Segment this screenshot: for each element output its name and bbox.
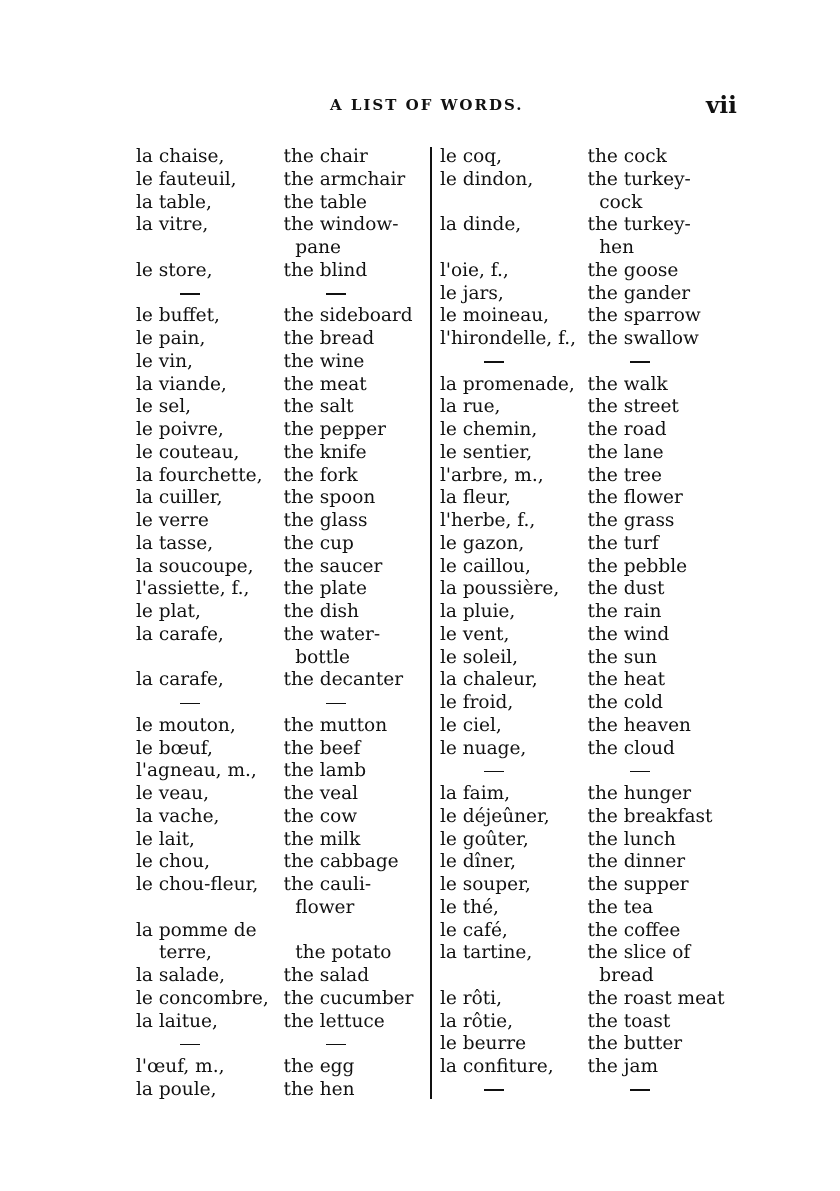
section-separator (136, 1033, 436, 1056)
word-entry (136, 601, 436, 624)
section-separator (136, 283, 436, 306)
english-translation: the window- (283, 214, 399, 236)
right-word-column (440, 146, 740, 1102)
english-translation: the sun (587, 646, 658, 668)
word-entry (440, 146, 740, 169)
section-separator (440, 760, 740, 783)
word-entry (440, 465, 740, 488)
french-word: l'arbre, m., (440, 464, 544, 486)
french-word (440, 192, 576, 215)
english-translation: the jam (587, 1056, 659, 1077)
page-header (0, 92, 840, 122)
page-number: vii (706, 92, 737, 119)
word-entry (136, 738, 436, 761)
english-translation: the walk (587, 373, 668, 395)
english-translation: the cock (587, 146, 667, 167)
french-word: la poussière, (440, 578, 560, 600)
word-entry (136, 669, 436, 692)
word-entry (136, 396, 436, 419)
french-word: le concombre, (136, 987, 269, 1009)
word-entry (136, 715, 436, 738)
french-word: la rôtie, (440, 1010, 513, 1032)
word-entry (440, 442, 740, 465)
word-entry (440, 214, 740, 237)
french-word: le store, (136, 259, 213, 281)
french-word: l'agneau, m., (136, 760, 257, 782)
french-word: le poivre, (136, 419, 224, 440)
word-entry (136, 374, 436, 397)
column-divider (430, 147, 432, 1099)
word-entry (440, 715, 740, 738)
word-entry (136, 328, 436, 351)
english-translation: the saucer (283, 555, 383, 577)
english-translation: the milk (283, 828, 361, 850)
french-word: la carafe, (136, 623, 224, 645)
english-translation: the lunch (587, 828, 676, 850)
english-translation: the grass (587, 510, 675, 531)
french-word: la laitue, (136, 1010, 218, 1032)
french-word: le buffet, (136, 305, 220, 327)
word-entry (440, 829, 740, 852)
french-word: le lait, (136, 828, 195, 850)
word-entry (136, 647, 436, 670)
english-translation: the cucumber (283, 987, 414, 1009)
english-translation: the plate (283, 578, 367, 600)
french-word: le souper, (440, 874, 531, 895)
french-word: le jars, (440, 282, 504, 304)
french-word: la rue, (440, 396, 501, 418)
french-word: le dîner, (440, 851, 517, 873)
word-entry (136, 146, 436, 169)
french-word: la vache, (136, 805, 220, 827)
english-translation: the hunger (587, 783, 692, 804)
english-translation: the coffee (587, 919, 681, 941)
french-word: le sel, (136, 396, 191, 418)
french-word: le moineau, (440, 305, 550, 327)
english-translation: the hen (283, 1078, 355, 1100)
english-translation: the spoon (283, 487, 376, 509)
french-word: la confiture, (440, 1056, 554, 1077)
french-word: la vitre, (136, 214, 209, 236)
french-word: le soleil, (440, 646, 518, 668)
separator-dash (284, 1044, 436, 1046)
word-entry (136, 237, 436, 260)
word-entry (440, 192, 740, 215)
word-entry (136, 806, 436, 829)
section-separator (136, 692, 436, 715)
english-translation: the cold (587, 692, 663, 713)
word-entry (440, 328, 740, 351)
french-word: la poule, (136, 1078, 217, 1100)
english-translation: the lamb (283, 760, 367, 782)
english-translation: the wine (283, 350, 365, 372)
word-entry (440, 692, 740, 715)
word-entry (440, 419, 740, 442)
word-entry (440, 988, 740, 1011)
english-translation: the slice of (587, 942, 691, 964)
word-entry (440, 305, 740, 328)
word-entry (440, 783, 740, 806)
english-translation: the swallow (587, 328, 699, 349)
english-translation: the meat (283, 373, 367, 395)
french-word: le mouton, (136, 714, 236, 736)
word-entry (136, 260, 436, 283)
english-translation: the mutton (283, 714, 388, 736)
separator-dash (588, 771, 740, 773)
english-translation: the table (283, 191, 367, 213)
english-translation: the water- (283, 623, 381, 645)
french-word: le coq, (440, 146, 502, 167)
french-word: la dinde, (440, 214, 522, 236)
english-translation: the cow (283, 805, 358, 827)
word-entry (136, 965, 436, 988)
english-translation: the egg (283, 1056, 355, 1077)
word-entry (440, 965, 740, 988)
french-word: le vent, (440, 623, 510, 645)
word-entry (440, 1056, 740, 1079)
separator-dash (136, 703, 284, 705)
word-entry (440, 624, 740, 647)
french-word (440, 237, 576, 260)
french-word: le chemin, (440, 419, 538, 440)
english-translation: the heaven (587, 714, 691, 736)
english-translation: the toast (587, 1010, 671, 1032)
word-entry (440, 920, 740, 943)
english-translation (284, 920, 436, 943)
french-word: le sentier, (440, 441, 533, 463)
english-translation: the potato (295, 942, 392, 964)
word-entry (136, 533, 436, 556)
english-translation: the butter (587, 1033, 683, 1055)
separator-dash (440, 361, 588, 363)
word-entry (440, 601, 740, 624)
word-entry (136, 897, 436, 920)
english-translation: the dish (283, 601, 359, 622)
word-entry (136, 920, 436, 943)
section-separator (440, 1079, 740, 1102)
french-word: la pluie, (440, 601, 516, 622)
french-word: le gazon, (440, 532, 525, 554)
english-translation: the goose (587, 259, 679, 281)
french-word: le beurre (440, 1033, 527, 1055)
french-word: l'assiette, f., (136, 578, 250, 600)
word-entry (440, 897, 740, 920)
french-word: la chaise, (136, 146, 225, 167)
english-translation: the turkey- (587, 168, 691, 190)
french-word (136, 237, 272, 260)
word-entry (136, 783, 436, 806)
word-entry (136, 1056, 436, 1079)
word-entry (440, 374, 740, 397)
word-entry (440, 487, 740, 510)
french-word: le dindon, (440, 168, 534, 190)
english-translation: the sideboard (283, 305, 413, 327)
french-word: le chou-fleur, (136, 874, 259, 895)
word-entry (440, 169, 740, 192)
english-translation: the cabbage (283, 851, 399, 873)
word-entry (440, 1033, 740, 1056)
english-translation: cock (599, 191, 643, 213)
english-translation: the rain (587, 601, 662, 622)
english-translation: the wind (587, 623, 670, 645)
word-entry (136, 829, 436, 852)
english-translation: pane (295, 237, 341, 258)
french-word: la tartine, (440, 942, 533, 964)
french-word: le nuage, (440, 737, 527, 759)
english-translation: the blind (283, 259, 368, 281)
french-word (136, 647, 272, 670)
english-translation: the decanter (283, 669, 404, 691)
english-translation: the cup (283, 532, 354, 554)
word-entry (136, 487, 436, 510)
english-translation: the knife (283, 441, 367, 463)
word-entry (440, 647, 740, 670)
english-translation: the fork (283, 464, 358, 486)
english-translation: the cloud (587, 737, 675, 759)
word-entry (440, 283, 740, 306)
word-entry (136, 419, 436, 442)
word-entry (136, 305, 436, 328)
word-entry (440, 669, 740, 692)
french-word: le ciel, (440, 714, 502, 736)
word-entry (136, 578, 436, 601)
section-separator (440, 351, 740, 374)
separator-dash (588, 361, 740, 363)
word-entry (136, 556, 436, 579)
french-word: terre, (159, 942, 212, 964)
word-entry (440, 510, 740, 533)
french-word (136, 897, 272, 920)
english-translation: the turf (587, 532, 659, 554)
word-entry (440, 396, 740, 419)
french-word: la faim, (440, 783, 511, 804)
french-word: le déjeûner, (440, 805, 550, 827)
french-word: l'herbe, f., (440, 510, 536, 531)
word-entry (136, 988, 436, 1011)
separator-dash (440, 771, 588, 773)
french-word: la fourchette, (136, 464, 263, 486)
french-word: le plat, (136, 601, 201, 622)
english-translation: the dinner (587, 851, 686, 873)
english-translation: the glass (283, 510, 368, 531)
french-word: le veau, (136, 783, 209, 804)
english-translation: the turkey- (587, 214, 691, 236)
english-translation: flower (295, 896, 355, 918)
word-entry (440, 260, 740, 283)
english-translation: the pepper (283, 419, 386, 440)
english-translation: the breakfast (587, 805, 713, 827)
word-entry (136, 169, 436, 192)
word-entry (440, 942, 740, 965)
word-entry (136, 214, 436, 237)
english-translation: the cauli- (283, 874, 372, 895)
french-word: la chaleur, (440, 669, 538, 691)
french-word: le froid, (440, 692, 514, 713)
english-translation: the supper (587, 874, 689, 895)
word-entry (136, 442, 436, 465)
english-translation: the sparrow (587, 305, 701, 327)
word-entry (440, 556, 740, 579)
left-word-column (136, 146, 436, 1102)
separator-dash (588, 1089, 740, 1091)
english-translation: the tree (587, 464, 662, 486)
french-word: le caillou, (440, 555, 531, 577)
separator-dash (284, 703, 436, 705)
word-entry (440, 578, 740, 601)
french-word: la tasse, (136, 532, 214, 554)
english-translation: the veal (283, 783, 359, 804)
french-word: la cuiller, (136, 487, 223, 509)
word-entry (136, 624, 436, 647)
french-word (440, 965, 576, 988)
english-translation: the street (587, 396, 679, 418)
word-entry (440, 237, 740, 260)
word-entry (136, 465, 436, 488)
word-entry (136, 192, 436, 215)
french-word: le pain, (136, 328, 206, 349)
english-translation: the heat (587, 669, 666, 691)
french-word: l'hirondelle, f., (440, 328, 577, 349)
french-word: la table, (136, 191, 212, 213)
english-translation: bread (599, 965, 654, 986)
word-entry (440, 874, 740, 897)
english-translation: the salad (283, 965, 370, 986)
word-entry (136, 1079, 436, 1102)
french-word: la salade, (136, 965, 225, 986)
french-word: le rôti, (440, 987, 502, 1009)
separator-dash (284, 293, 436, 295)
english-translation: the roast meat (587, 987, 725, 1009)
word-entry (440, 1011, 740, 1034)
english-translation: the pebble (587, 555, 688, 577)
word-entry (440, 738, 740, 761)
english-translation: the dust (587, 578, 665, 600)
english-translation: the beef (283, 737, 361, 759)
english-translation: the armchair (283, 168, 406, 190)
word-entry (440, 806, 740, 829)
english-translation: the lane (587, 441, 664, 463)
french-word: le verre (136, 510, 209, 531)
french-word: l'oie, f., (440, 259, 509, 281)
english-translation: the gander (587, 282, 691, 304)
french-word: la fleur, (440, 487, 511, 509)
french-word: l'œuf, m., (136, 1056, 225, 1077)
word-entry (136, 874, 436, 897)
word-entry (136, 510, 436, 533)
english-translation: bottle (295, 646, 350, 668)
separator-dash (440, 1089, 588, 1091)
english-translation: the bread (283, 328, 375, 349)
word-entry (440, 533, 740, 556)
french-word: le fauteuil, (136, 168, 237, 190)
french-word: la soucoupe, (136, 555, 254, 577)
word-entry (136, 851, 436, 874)
english-translation: the flower (587, 487, 683, 509)
word-entry (136, 351, 436, 374)
separator-dash (136, 293, 284, 295)
french-word: la viande, (136, 373, 227, 395)
english-translation: the tea (587, 896, 654, 918)
english-translation: the chair (283, 146, 368, 167)
french-word: le bœuf, (136, 737, 213, 759)
french-word: la carafe, (136, 669, 224, 691)
english-translation: the lettuce (283, 1010, 385, 1032)
french-word: le café, (440, 919, 508, 941)
page-title: A LIST OF WORDS. (330, 96, 524, 114)
french-word: le chou, (136, 851, 210, 873)
french-word: le vin, (136, 350, 193, 372)
english-translation: hen (599, 237, 635, 258)
french-word: la promenade, (440, 373, 575, 395)
french-word: la pomme de (136, 919, 257, 941)
separator-dash (136, 1044, 284, 1046)
english-translation: the road (587, 419, 667, 440)
word-entry (136, 760, 436, 783)
french-word: le thé, (440, 896, 499, 918)
word-entry (136, 942, 436, 965)
english-translation: the salt (283, 396, 354, 418)
french-word: le couteau, (136, 441, 240, 463)
french-word: le goûter, (440, 828, 529, 850)
word-entry (136, 1011, 436, 1034)
word-entry (440, 851, 740, 874)
